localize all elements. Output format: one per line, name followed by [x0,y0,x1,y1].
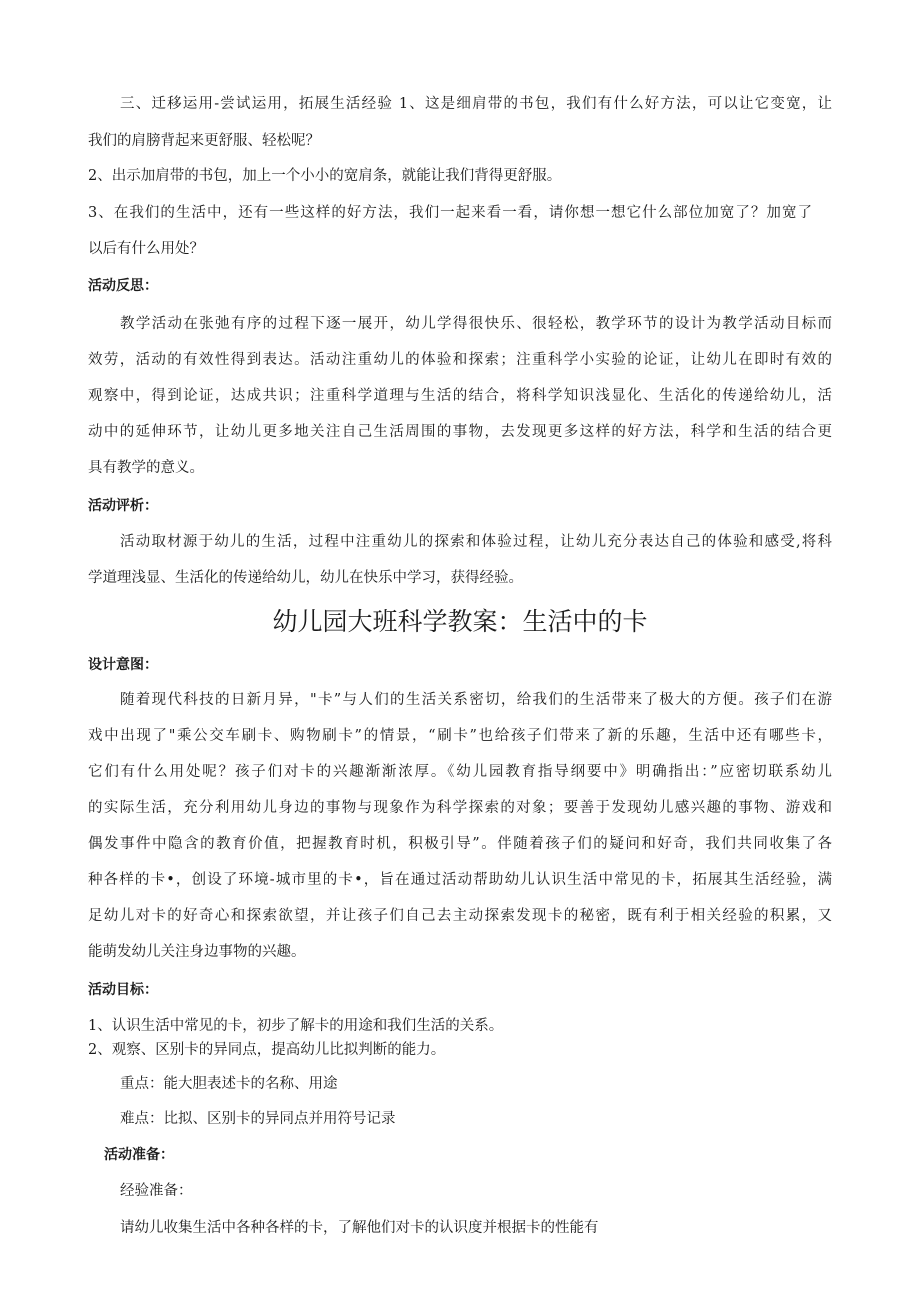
lesson-title: 幼儿园大班科学教案：生活中的卡 [272,607,648,636]
section3-item2: 2、出示加肩带的书包，加上一个小小的宽肩条，就能让我们背得更舒服。 [88,168,562,184]
design-line: 戏中出现了"乘公交车刷卡、购物刷卡”的情景，“刷卡”也给孩子们带来了新的乐趣，生活中还有哪些卡， [88,728,832,744]
design-line: 偶发事件中隐含的教育价值，把握教育时机，积极引导”。伴随着孩子们的疑问和好奇，我们共同收集了各 [88,836,832,852]
design-heading: 设计意图： [88,657,158,673]
reflection-line: 教学活动在张弛有序的过程下逐一展开，幼儿学得很快乐、很轻松，教学环节的设计为教学活动目标而 [120,316,832,332]
difficulty-point: 难点：比拟、区别卡的异同点并用符号记录 [120,1111,396,1127]
reflection-line: 效劳，活动的有效性得到表达。活动注重幼儿的体验和探索；注重科学小实验的论证，让幼儿在即时有效的 [88,352,832,368]
section3-item3-line1: 3、在我们的生活中，还有一些这样的好方法，我们一起来看一看，请你想一想它什么部位加宽了？加宽了 [88,205,812,221]
reflection-heading: 活动反思： [88,278,158,294]
design-line: 足幼儿对卡的好奇心和探索欲望，并让孩子们自己去主动探索发现卡的秘密，既有利于相关经验的积累，又 [88,908,832,924]
goal-item-1: 1、认识生活中常见的卡，初步了解卡的用途和我们生活的关系。 [88,1018,504,1034]
analysis-line: 学道理浅显、生活化的传递给幼儿，幼儿在快乐中学习，获得经验。 [88,570,523,586]
section3-item3-line2: 以后有什么用处？ [88,241,204,257]
analysis-heading: 活动评析： [88,498,158,514]
reflection-line: 动中的延伸环节，让幼儿更多地关注自己生活周围的事物，去发现更多这样的好方法，科学和生活的结合更 [88,424,832,440]
section3-line1: 三、迁移运用-尝试运用，拓展生活经验 1、这是细肩带的书包，我们有什么好方法，可以让它变宽，让 [120,96,832,112]
goal-item-2: 2、观察、区别卡的异同点，提高幼儿比拟判断的能力。 [88,1042,446,1058]
experience-prep-text: 请幼儿收集生活中各种各样的卡，了解他们对卡的认识度并根据卡的性能有 [120,1220,599,1236]
goals-heading: 活动目标： [88,982,158,998]
prep-heading: 活动准备： [104,1147,174,1163]
design-line: 随着现代科技的日新月异，"卡”与人们的生活关系密切，给我们的生活带来了极大的方便。孩子们在游 [120,692,832,708]
experience-prep-label: 经验准备： [120,1183,193,1199]
section3-line2: 我们的肩膀背起来更舒服、轻松呢？ [88,133,320,149]
reflection-line: 具有教学的意义。 [88,460,204,476]
analysis-line: 活动取材源于幼儿的生活，过程中注重幼儿的探索和体验过程，让幼儿充分表达自己的体验和感受,将科 [120,534,832,550]
design-line: 它们有什么用处呢？孩子们对卡的兴趣渐渐浓厚。《幼儿园教育指导纲要中》明确指出：”应密切联系幼儿 [88,764,832,780]
design-line: 能萌发幼儿关注身边事物的兴趣。 [88,944,306,960]
design-line: 种各样的卡•，创设了环境-城市里的卡•，旨在通过活动帮助幼儿认识生活中常见的卡，拓展其生活经验，满 [88,872,832,888]
key-point: 重点：能大胆表述卡的名称、用途 [120,1076,338,1092]
design-line: 的实际生活，充分利用幼儿身边的事物与现象作为科学探索的对象；要善于发现幼儿感兴趣的事物、游戏和 [88,800,832,816]
reflection-line: 观察中，得到论证，达成共识；注重科学道理与生活的结合，将科学知识浅显化、生活化的传递给幼儿，活 [88,388,832,404]
